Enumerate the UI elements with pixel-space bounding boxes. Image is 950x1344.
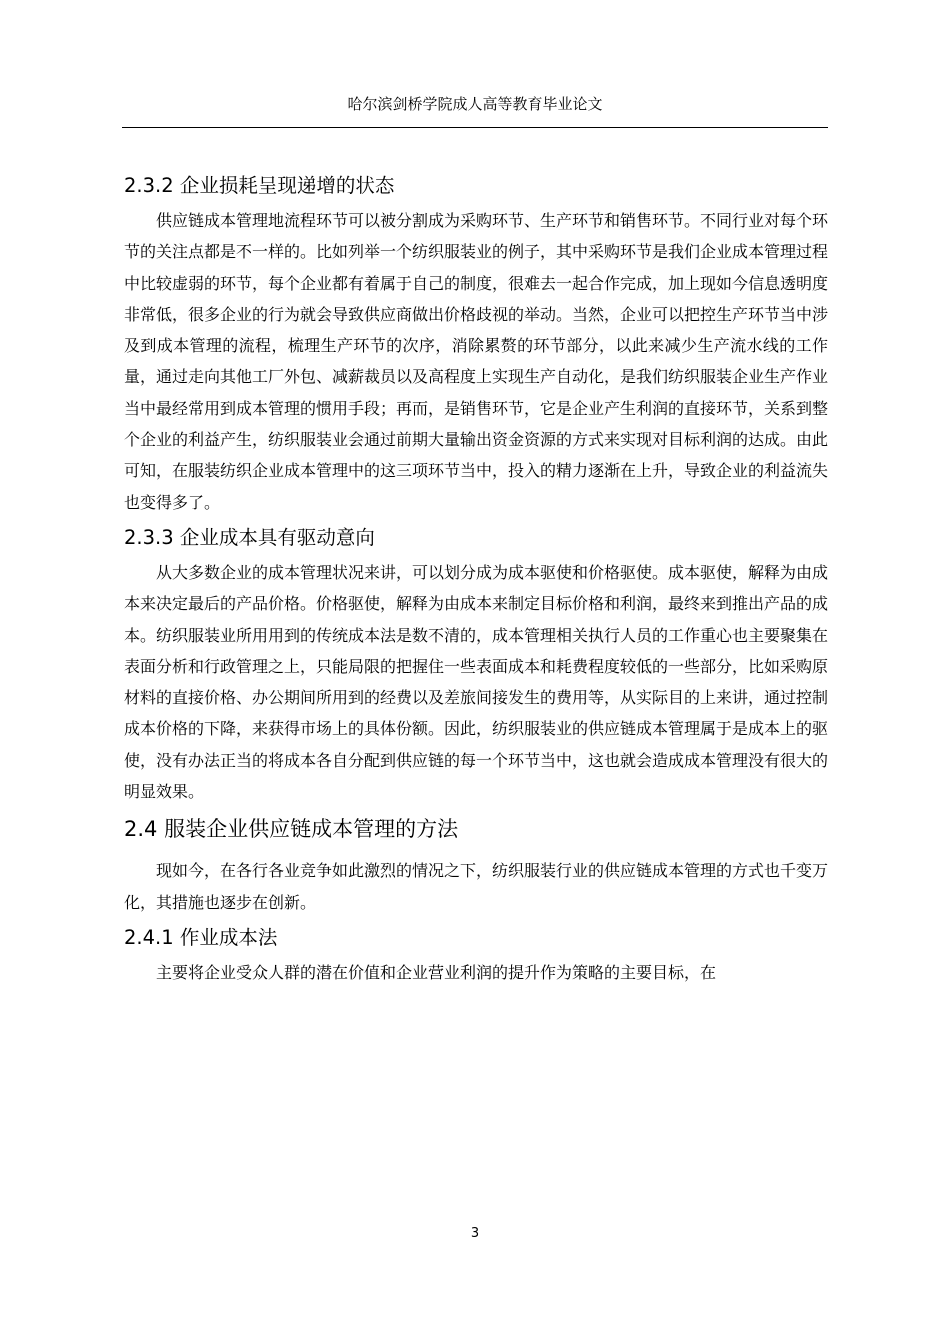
section-heading-2-4: 2.4 服装企业供应链成本管理的方法 (124, 817, 459, 842)
section-heading-2-3-2: 2.3.2 企业损耗呈现递增的状态 (124, 174, 395, 197)
paragraph-2-3-3: 从大多数企业的成本管理状况来讲，可以划分成为成本驱使和价格驱使。成本驱使，解释为由成本来决定最后的产品价格。价格驱使，解释为由成本来制定目标价格和利润，最终来到推出产品的成本。纺织服装业所用用到的传统成本法是数不清的，成本管理相关执行人员的工作重心也主要聚集在表面分析和行政管理之上，只能局限的把握住一些表面成本和耗费程度较低的一些部分，比如采购原材料的直接价格、办公期间所用到的经费以及差旅间接发生的费用等，从实际目的上来讲，通过控制成本价格的下降，来获得市场上的具体份额。因此，纺织服装业的供应链成本管理属于是成本上的驱使，没有办法正当的将成本各自分配到供应链的每一个环节当中，这也就会造成成本管理没有很大的明显效果。 (124, 562, 829, 802)
section-heading-2-3-3: 2.3.3 企业成本具有驱动意向 (124, 525, 375, 549)
section-heading-2-4-1: 2.4.1 作业成本法 (124, 925, 278, 949)
page-number: 3 (470, 1226, 480, 1241)
body-content (124, 168, 828, 988)
paragraph-2-4-1: 主要将企业受众人群的潜在价值和企业营业利润的提升作为策略的主要目标，在 (156, 962, 717, 982)
header-divider (122, 127, 828, 128)
running-header: 哈尔滨剑桥学院成人高等教育毕业论文 (347, 95, 603, 113)
paragraph-2-4: 现如今，在各行各业竞争如此激烈的情况之下，纺织服装行业的供应链成本管理的方式也千变万化，其措施也逐步在创新。 (124, 861, 829, 912)
paragraph-2-3-2: 供应链成本管理地流程环节可以被分割成为采购环节、生产环节和销售环节。不同行业对每个环节的关注点都是不一样的。比如列举一个纺织服装业的例子，其中采购环节是我们企业成本管理过程中比较虚弱的环节，每个企业都有着属于自己的制度，很难去一起合作完成，加上现如今信息透明度非常低，很多企业的行为就会导致供应商做出价格歧视的举动。当然，企业可以把控生产环节当中涉及到成本管理的流程，梳理生产环节的次序，消除累赘的环节部分，以此来减少生产流水线的工作量，通过走向其他工厂外包、减薪裁员以及高程度上实现生产自动化，是我们纺织服装企业生产作业当中最经常用到成本管理的惯用手段；再而，是销售环节，它是企业产生利润的直接环节，关系到整个企业的利益产生，纺织服装业会通过前期大量输出资金资源的方式来实现对目标利润的达成。由此可知，在服装纺织企业成本管理中的这三项环节当中，投入的精力逐渐在上升，导致企业的利益流失也变得多了。 (124, 211, 829, 512)
